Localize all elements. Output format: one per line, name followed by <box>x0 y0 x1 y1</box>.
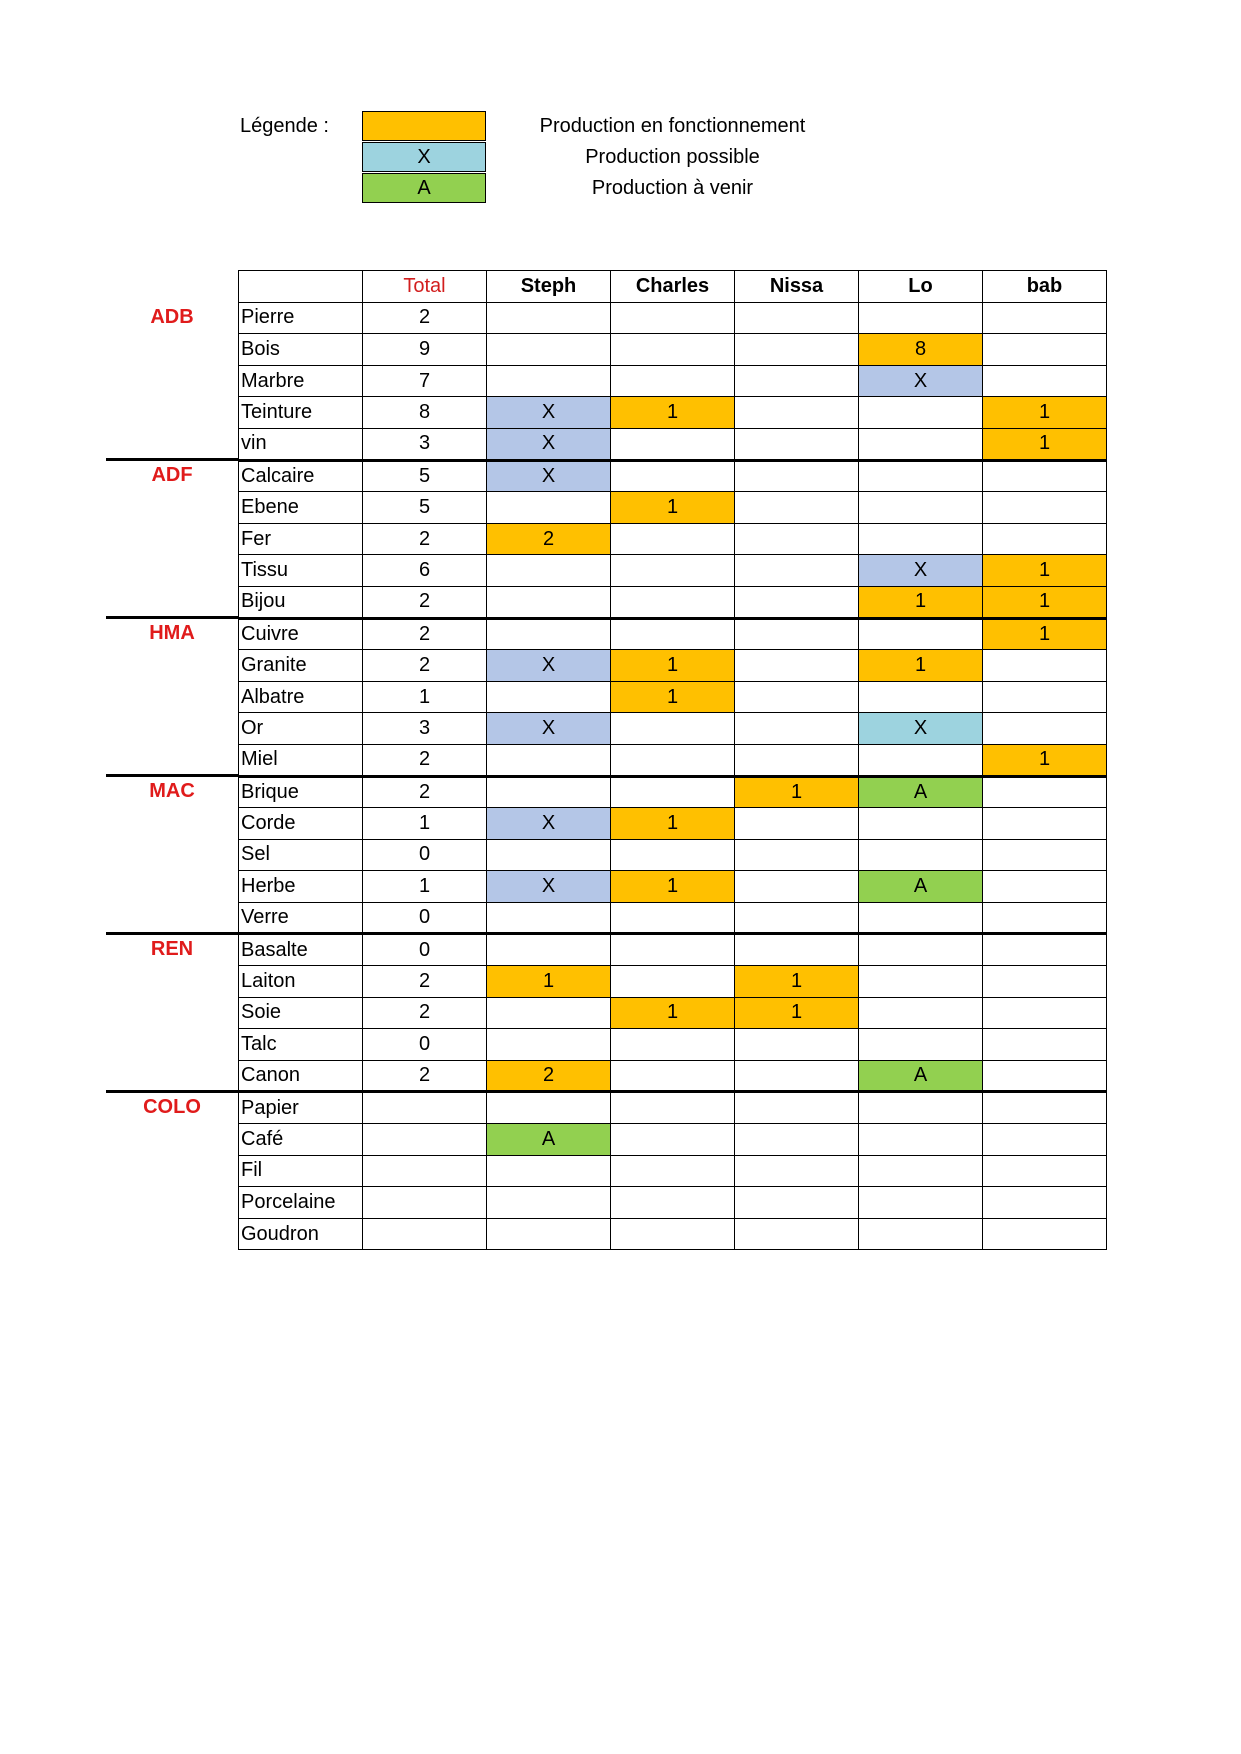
player-cell: 1 <box>611 492 735 524</box>
production-table <box>238 270 1107 1250</box>
player-cell <box>487 839 611 871</box>
player-cell: 1 <box>983 586 1107 618</box>
total-cell: 0 <box>363 1029 487 1061</box>
player-cell <box>487 997 611 1029</box>
player-cell: 1 <box>735 776 859 808</box>
player-cell <box>611 966 735 998</box>
table-row <box>239 997 1107 1029</box>
player-cell <box>735 934 859 966</box>
player-cell <box>735 839 859 871</box>
player-cell: X <box>487 871 611 903</box>
total-cell: 0 <box>363 839 487 871</box>
table-row <box>239 1218 1107 1250</box>
player-cell <box>859 1187 983 1219</box>
table-row <box>239 1092 1107 1124</box>
player-cell <box>735 1155 859 1187</box>
player-cell <box>735 713 859 745</box>
table-row <box>239 966 1107 998</box>
total-cell <box>363 1187 487 1219</box>
resource-cell: Verre <box>239 902 363 934</box>
table-row <box>239 934 1107 966</box>
player-cell: 1 <box>611 808 735 840</box>
resource-cell: Talc <box>239 1029 363 1061</box>
resource-cell: Goudron <box>239 1218 363 1250</box>
player-cell <box>611 586 735 618</box>
player-cell: 1 <box>859 650 983 682</box>
player-cell <box>487 744 611 776</box>
player-cell: 8 <box>859 334 983 366</box>
player-cell <box>611 555 735 587</box>
player-cell <box>983 713 1107 745</box>
player-cell: X <box>859 713 983 745</box>
player-cell <box>735 871 859 903</box>
player-cell <box>859 1218 983 1250</box>
group-label-ren: REN <box>150 937 194 960</box>
player-cell: X <box>487 428 611 460</box>
table-row <box>239 397 1107 429</box>
player-cell <box>859 1155 983 1187</box>
player-cell: 2 <box>487 1060 611 1092</box>
player-cell <box>611 302 735 334</box>
total-cell: 2 <box>363 966 487 998</box>
group-label-colo: COLO <box>143 1095 201 1118</box>
group-label-hma: HMA <box>149 621 195 644</box>
player-cell: 1 <box>859 586 983 618</box>
resource-cell: Canon <box>239 1060 363 1092</box>
player-cell <box>735 681 859 713</box>
player-cell: X <box>487 650 611 682</box>
player-cell <box>859 302 983 334</box>
player-cell: 2 <box>487 523 611 555</box>
player-cell <box>611 776 735 808</box>
player-cell <box>983 523 1107 555</box>
table-row <box>239 744 1107 776</box>
resource-cell: Bijou <box>239 586 363 618</box>
player-cell <box>983 460 1107 492</box>
player-cell <box>735 1092 859 1124</box>
player-cell <box>983 1060 1107 1092</box>
player-cell <box>611 1187 735 1219</box>
player-cell <box>487 1187 611 1219</box>
resource-cell: Marbre <box>239 365 363 397</box>
player-cell <box>735 1060 859 1092</box>
player-cell: 1 <box>611 997 735 1029</box>
resource-cell: Corde <box>239 808 363 840</box>
total-cell: 9 <box>363 334 487 366</box>
resource-cell: Ebene <box>239 492 363 524</box>
player-cell: X <box>487 460 611 492</box>
resource-cell: Basalte <box>239 934 363 966</box>
player-cell: X <box>859 365 983 397</box>
player-cell: X <box>487 713 611 745</box>
player-cell: 1 <box>983 397 1107 429</box>
player-cell <box>735 650 859 682</box>
total-cell: 3 <box>363 713 487 745</box>
total-cell: 1 <box>363 871 487 903</box>
player-cell: A <box>487 1124 611 1156</box>
table-row <box>239 1124 1107 1156</box>
header-bab: bab <box>983 271 1107 303</box>
legend-label-possible: Production possible <box>585 146 760 168</box>
player-cell <box>859 460 983 492</box>
total-cell <box>363 1092 487 1124</box>
table-row <box>239 776 1107 808</box>
player-cell <box>487 334 611 366</box>
resource-cell: Herbe <box>239 871 363 903</box>
player-cell <box>735 618 859 650</box>
player-cell <box>735 808 859 840</box>
table-row <box>239 650 1107 682</box>
table-row <box>239 871 1107 903</box>
resource-cell: Bois <box>239 334 363 366</box>
group-separator <box>106 1090 238 1093</box>
player-cell: A <box>859 776 983 808</box>
total-cell: 2 <box>363 1060 487 1092</box>
player-cell: 1 <box>611 871 735 903</box>
player-cell <box>487 776 611 808</box>
header-row <box>239 271 1107 303</box>
player-cell <box>983 871 1107 903</box>
player-cell <box>611 839 735 871</box>
total-cell: 1 <box>363 681 487 713</box>
total-cell: 6 <box>363 555 487 587</box>
header-nissa: Nissa <box>735 271 859 303</box>
total-cell: 2 <box>363 776 487 808</box>
player-cell <box>487 555 611 587</box>
player-cell <box>487 681 611 713</box>
table-row <box>239 365 1107 397</box>
player-cell: 1 <box>983 744 1107 776</box>
table-row <box>239 839 1107 871</box>
player-cell <box>983 650 1107 682</box>
player-cell <box>735 902 859 934</box>
player-cell <box>859 1029 983 1061</box>
resource-cell: Porcelaine <box>239 1187 363 1219</box>
resource-cell: Sel <box>239 839 363 871</box>
player-cell <box>859 618 983 650</box>
player-cell <box>859 681 983 713</box>
group-separator <box>106 458 238 461</box>
player-cell <box>487 365 611 397</box>
total-cell: 2 <box>363 302 487 334</box>
table-row <box>239 618 1107 650</box>
player-cell <box>983 997 1107 1029</box>
total-cell <box>363 1124 487 1156</box>
player-cell <box>859 902 983 934</box>
resource-cell: Pierre <box>239 302 363 334</box>
table-row <box>239 460 1107 492</box>
player-cell <box>735 428 859 460</box>
group-label-adf: ADF <box>151 463 193 486</box>
player-cell <box>983 1124 1107 1156</box>
player-cell <box>487 618 611 650</box>
total-cell: 2 <box>363 650 487 682</box>
group-label-adb: ADB <box>150 305 194 328</box>
player-cell <box>611 428 735 460</box>
player-cell <box>983 1029 1107 1061</box>
table-row <box>239 1060 1107 1092</box>
resource-cell: Teinture <box>239 397 363 429</box>
table-row <box>239 523 1107 555</box>
total-cell: 2 <box>363 997 487 1029</box>
total-cell: 2 <box>363 618 487 650</box>
legend-swatch-possible: X <box>362 142 486 172</box>
player-cell <box>735 555 859 587</box>
player-cell: 1 <box>735 966 859 998</box>
resource-cell: Tissu <box>239 555 363 587</box>
player-cell: 1 <box>611 681 735 713</box>
player-cell: X <box>487 808 611 840</box>
player-cell <box>735 397 859 429</box>
player-cell: 1 <box>983 555 1107 587</box>
group-label-mac: MAC <box>149 779 195 802</box>
player-cell: A <box>859 871 983 903</box>
player-cell: 1 <box>611 397 735 429</box>
player-cell <box>983 966 1107 998</box>
player-cell <box>487 1155 611 1187</box>
player-cell <box>611 1218 735 1250</box>
header-total: Total <box>363 271 487 303</box>
player-cell <box>611 1060 735 1092</box>
player-cell <box>983 334 1107 366</box>
player-cell <box>859 1124 983 1156</box>
player-cell <box>983 776 1107 808</box>
player-cell <box>859 492 983 524</box>
header-charles: Charles <box>611 271 735 303</box>
group-separator <box>106 932 238 935</box>
player-cell <box>487 1029 611 1061</box>
player-cell <box>611 934 735 966</box>
player-cell <box>735 302 859 334</box>
player-cell <box>735 523 859 555</box>
legend-swatch-running <box>362 111 486 141</box>
table-row <box>239 713 1107 745</box>
resource-cell: Granite <box>239 650 363 682</box>
table-row <box>239 681 1107 713</box>
player-cell <box>735 1218 859 1250</box>
player-cell <box>859 808 983 840</box>
player-cell <box>983 302 1107 334</box>
resource-cell: Cuivre <box>239 618 363 650</box>
player-cell: 1 <box>487 966 611 998</box>
player-cell <box>859 934 983 966</box>
header-resource <box>239 271 363 303</box>
player-cell <box>983 934 1107 966</box>
player-cell <box>611 1029 735 1061</box>
resource-cell: Miel <box>239 744 363 776</box>
total-cell: 5 <box>363 492 487 524</box>
player-cell <box>859 428 983 460</box>
player-cell <box>983 839 1107 871</box>
player-cell: 1 <box>983 428 1107 460</box>
resource-cell: Papier <box>239 1092 363 1124</box>
player-cell <box>859 397 983 429</box>
table-row <box>239 1155 1107 1187</box>
player-cell <box>487 934 611 966</box>
player-cell <box>859 744 983 776</box>
player-cell <box>611 460 735 492</box>
total-cell: 0 <box>363 934 487 966</box>
resource-cell: vin <box>239 428 363 460</box>
player-cell <box>611 1092 735 1124</box>
player-cell <box>611 618 735 650</box>
player-cell: 1 <box>735 997 859 1029</box>
player-cell <box>611 523 735 555</box>
player-cell <box>735 586 859 618</box>
player-cell <box>983 1218 1107 1250</box>
player-cell <box>611 1155 735 1187</box>
player-cell <box>611 334 735 366</box>
table-row <box>239 334 1107 366</box>
player-cell <box>983 681 1107 713</box>
player-cell <box>735 365 859 397</box>
player-cell <box>983 1155 1107 1187</box>
player-cell <box>611 1124 735 1156</box>
resource-cell: Fil <box>239 1155 363 1187</box>
resource-cell: Fer <box>239 523 363 555</box>
player-cell <box>983 365 1107 397</box>
header-steph: Steph <box>487 271 611 303</box>
player-cell <box>611 902 735 934</box>
total-cell: 7 <box>363 365 487 397</box>
total-cell: 3 <box>363 428 487 460</box>
resource-cell: Soie <box>239 997 363 1029</box>
legend-swatch-upcoming: A <box>362 173 486 203</box>
total-cell: 5 <box>363 460 487 492</box>
table-row <box>239 808 1107 840</box>
total-cell: 1 <box>363 808 487 840</box>
legend-label-running: Production en fonctionnement <box>539 115 806 137</box>
total-cell <box>363 1218 487 1250</box>
table-row <box>239 492 1107 524</box>
table-row <box>239 586 1107 618</box>
player-cell <box>859 1092 983 1124</box>
player-cell <box>983 1187 1107 1219</box>
total-cell: 2 <box>363 744 487 776</box>
player-cell <box>735 744 859 776</box>
player-cell: X <box>487 397 611 429</box>
player-cell <box>735 1029 859 1061</box>
player-cell: A <box>859 1060 983 1092</box>
player-cell <box>859 523 983 555</box>
player-cell <box>735 492 859 524</box>
resource-cell: Or <box>239 713 363 745</box>
total-cell <box>363 1155 487 1187</box>
player-cell <box>859 839 983 871</box>
player-cell <box>859 997 983 1029</box>
player-cell <box>859 966 983 998</box>
table-body <box>239 302 1107 1250</box>
resource-cell: Albatre <box>239 681 363 713</box>
table-row <box>239 1029 1107 1061</box>
player-cell <box>487 302 611 334</box>
player-cell: X <box>859 555 983 587</box>
table-row <box>239 555 1107 587</box>
total-cell: 2 <box>363 523 487 555</box>
player-cell <box>611 744 735 776</box>
legend <box>0 0 1241 220</box>
player-cell <box>735 1124 859 1156</box>
resource-cell: Laiton <box>239 966 363 998</box>
player-cell <box>487 492 611 524</box>
legend-label-upcoming: Production à venir <box>591 177 754 199</box>
player-cell <box>487 902 611 934</box>
resource-cell: Café <box>239 1124 363 1156</box>
total-cell: 8 <box>363 397 487 429</box>
player-cell <box>735 460 859 492</box>
player-cell: 1 <box>611 650 735 682</box>
player-cell <box>983 1092 1107 1124</box>
header-lo: Lo <box>859 271 983 303</box>
player-cell <box>611 713 735 745</box>
player-cell <box>735 334 859 366</box>
table-row <box>239 1187 1107 1219</box>
resource-cell: Calcaire <box>239 460 363 492</box>
player-cell <box>611 365 735 397</box>
resource-cell: Brique <box>239 776 363 808</box>
table-row <box>239 428 1107 460</box>
player-cell <box>983 902 1107 934</box>
player-cell <box>983 808 1107 840</box>
player-cell <box>487 1092 611 1124</box>
player-cell: 1 <box>983 618 1107 650</box>
total-cell: 2 <box>363 586 487 618</box>
player-cell <box>487 1218 611 1250</box>
table-row <box>239 302 1107 334</box>
table-row <box>239 902 1107 934</box>
total-cell: 0 <box>363 902 487 934</box>
legend-title: Légende : <box>240 115 329 137</box>
player-cell <box>735 1187 859 1219</box>
player-cell <box>983 492 1107 524</box>
player-cell <box>487 586 611 618</box>
group-separator <box>106 774 238 777</box>
group-separator <box>106 616 238 619</box>
